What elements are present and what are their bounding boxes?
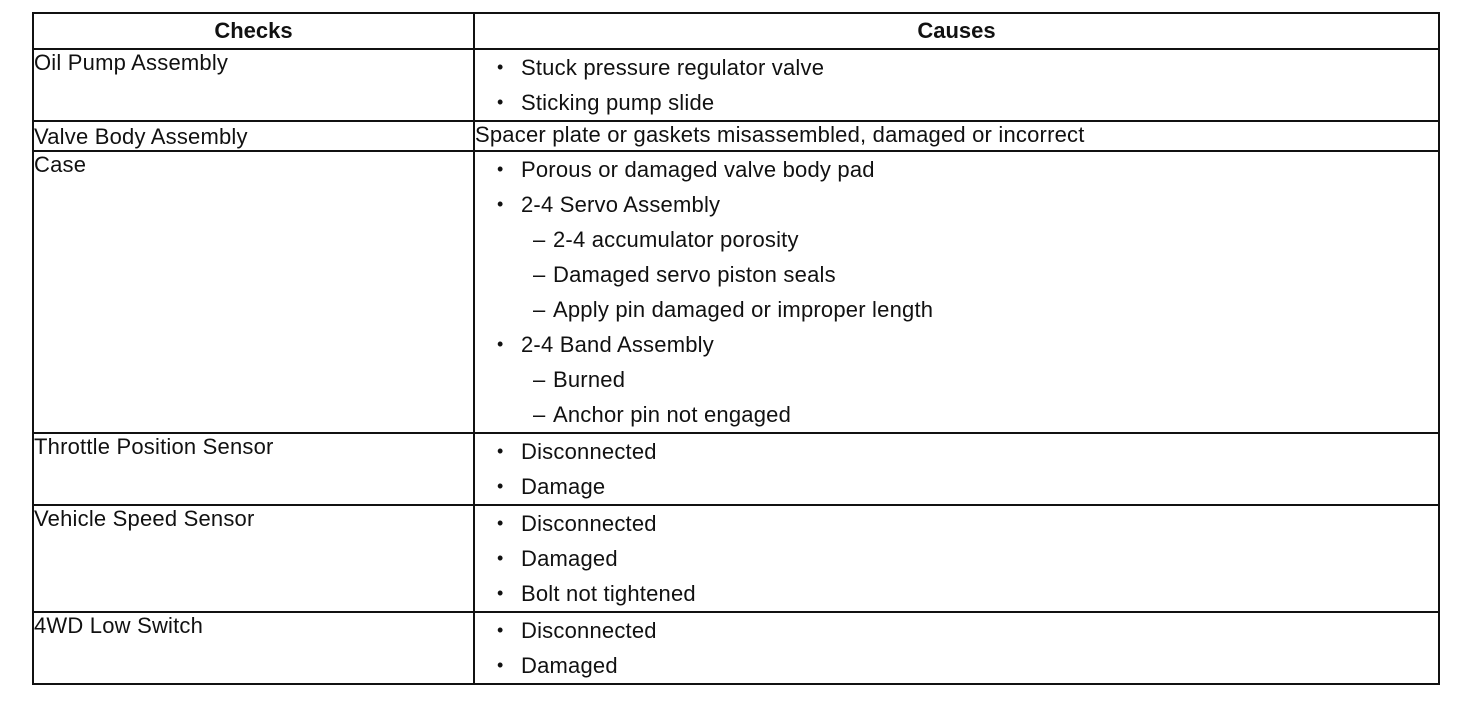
table-header-row <box>33 13 1439 49</box>
cause-item <box>475 613 1438 648</box>
bullet-icon: • <box>497 159 504 179</box>
cause-item <box>475 85 1438 120</box>
sub-cause-text: Apply pin damaged or improper length <box>553 297 934 322</box>
dash-icon: – <box>533 367 546 392</box>
cause-text: Damage <box>521 474 606 499</box>
cause-item <box>475 50 1438 85</box>
table-row <box>33 612 1439 684</box>
sub-cause-text: Damaged servo piston seals <box>553 262 836 287</box>
sub-cause-item <box>533 222 1438 257</box>
check-cell: Valve Body Assembly <box>33 121 474 151</box>
causes-cell <box>474 49 1439 121</box>
check-cell: Case <box>33 151 474 433</box>
cause-item <box>475 152 1438 187</box>
causes-cell: Spacer plate or gaskets misassembled, damaged or incorrect <box>474 121 1439 151</box>
dash-icon: – <box>533 297 546 322</box>
bullet-icon: • <box>497 583 504 603</box>
bullet-icon: • <box>497 334 504 354</box>
bullet-icon: • <box>497 441 504 461</box>
dash-icon: – <box>533 227 546 252</box>
cause-text: 2-4 Servo Assembly <box>521 192 721 217</box>
check-cell: Throttle Position Sensor <box>33 433 474 505</box>
table-row <box>33 433 1439 505</box>
sub-cause-list <box>521 362 1438 432</box>
cause-list <box>475 506 1438 611</box>
bullet-icon: • <box>497 476 504 496</box>
cause-item <box>475 469 1438 504</box>
sub-cause-text: Burned <box>553 367 626 392</box>
table-row <box>33 49 1439 121</box>
cause-list <box>475 50 1438 120</box>
causes-cell <box>474 151 1439 433</box>
header-checks: Checks <box>33 13 474 49</box>
bullet-icon: • <box>497 620 504 640</box>
header-causes: Causes <box>474 13 1439 49</box>
bullet-icon: • <box>497 57 504 77</box>
causes-cell <box>474 612 1439 684</box>
sub-cause-text: 2-4 accumulator porosity <box>553 227 799 252</box>
table-row <box>33 151 1439 433</box>
cause-text: Bolt not tightened <box>521 581 696 606</box>
bullet-icon: • <box>497 194 504 214</box>
sub-cause-item <box>533 362 1438 397</box>
cause-text: Disconnected <box>521 439 657 464</box>
sub-cause-item <box>533 257 1438 292</box>
cause-text: Damaged <box>521 653 618 678</box>
bullet-icon: • <box>497 513 504 533</box>
cause-text: Disconnected <box>521 511 657 536</box>
sub-cause-item <box>533 397 1438 432</box>
sub-cause-list <box>521 222 1438 327</box>
cause-list <box>475 152 1438 432</box>
cause-item <box>475 187 1438 327</box>
bullet-icon: • <box>497 655 504 675</box>
cause-text: Stuck pressure regulator valve <box>521 55 825 80</box>
cause-item <box>475 576 1438 611</box>
cause-item <box>475 648 1438 683</box>
sub-cause-item <box>533 292 1438 327</box>
diagnosis-table <box>32 12 1440 685</box>
bullet-icon: • <box>497 92 504 112</box>
check-cell: 4WD Low Switch <box>33 612 474 684</box>
causes-cell <box>474 505 1439 612</box>
bullet-icon: • <box>497 548 504 568</box>
cause-list <box>475 613 1438 683</box>
cause-item <box>475 506 1438 541</box>
sub-cause-text: Anchor pin not engaged <box>553 402 792 427</box>
cause-list <box>475 434 1438 504</box>
cause-item <box>475 434 1438 469</box>
cause-item <box>475 541 1438 576</box>
cause-text: Disconnected <box>521 618 657 643</box>
check-cell: Vehicle Speed Sensor <box>33 505 474 612</box>
causes-cell <box>474 433 1439 505</box>
cause-text: 2-4 Band Assembly <box>521 332 714 357</box>
table-row <box>33 505 1439 612</box>
cause-text: Sticking pump slide <box>521 90 715 115</box>
cause-item <box>475 327 1438 432</box>
cause-text: Porous or damaged valve body pad <box>521 157 875 182</box>
dash-icon: – <box>533 262 546 287</box>
dash-icon: – <box>533 402 546 427</box>
check-cell: Oil Pump Assembly <box>33 49 474 121</box>
cause-text: Damaged <box>521 546 618 571</box>
table-row <box>33 121 1439 151</box>
